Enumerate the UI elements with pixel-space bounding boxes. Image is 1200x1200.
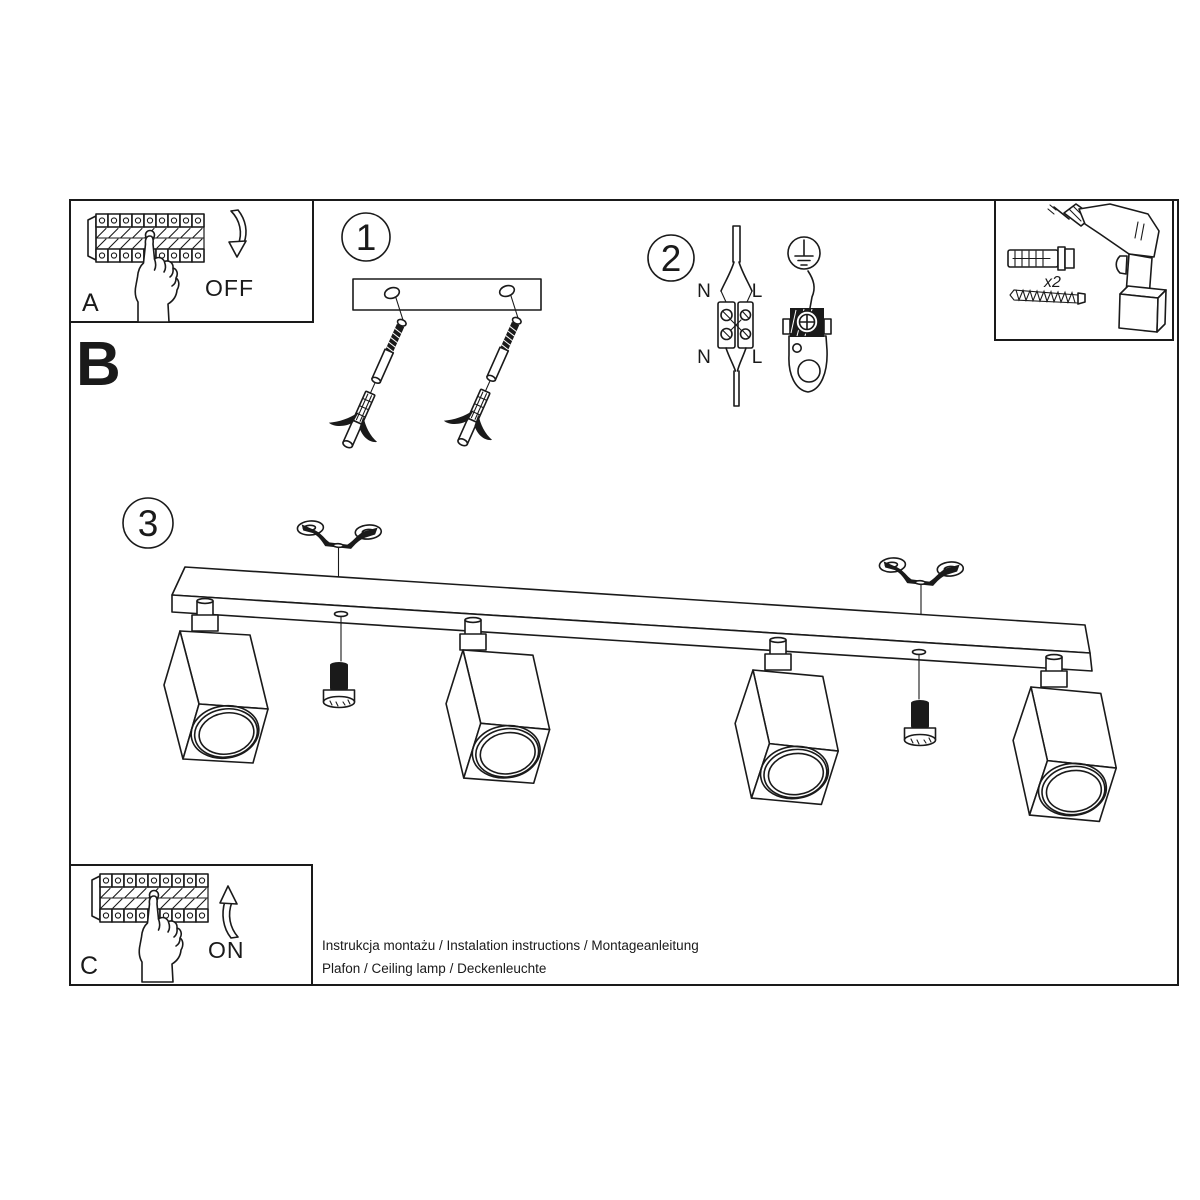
wire-label-n-bottom: N <box>697 347 711 368</box>
section-b-label: B <box>76 330 121 399</box>
footer-line-1: Instrukcja montażu / Instalation instructions / Montageanleitung <box>322 938 699 953</box>
step-2-number: 2 <box>660 238 682 279</box>
terminal-block-right <box>738 302 753 348</box>
plug-quantity: x2 <box>1044 274 1061 291</box>
step-3-assembly <box>123 498 1119 822</box>
arrow-down-icon <box>229 210 246 257</box>
footer <box>322 938 699 976</box>
section-a-label: A <box>82 289 99 317</box>
on-label: ON <box>208 937 245 963</box>
step-2-wiring <box>648 226 831 406</box>
section-c-power-on <box>80 874 245 982</box>
ground-symbol-icon <box>788 237 820 269</box>
section-c-label: C <box>80 952 99 980</box>
tools-box-content <box>1008 204 1166 332</box>
arrow-up-icon <box>220 886 238 938</box>
lamp-rail <box>172 567 1092 671</box>
wire-label-l-top: L <box>751 281 763 302</box>
wire-label-n-top: N <box>697 281 711 302</box>
wire-splice <box>718 226 753 406</box>
wall-plug-icon <box>1008 247 1074 270</box>
ground-clamp <box>783 271 831 392</box>
screw-icon <box>1010 290 1085 304</box>
off-label: OFF <box>205 275 254 301</box>
section-a-power-off <box>82 210 254 322</box>
step-3-number: 3 <box>137 503 159 544</box>
wire-label-l-bottom: L <box>751 347 763 368</box>
step-1-number: 1 <box>355 217 377 258</box>
mounting-bar <box>353 279 541 310</box>
step-1-mounting <box>323 213 542 458</box>
footer-line-2: Plafon / Ceiling lamp / Deckenleuchte <box>322 961 547 976</box>
